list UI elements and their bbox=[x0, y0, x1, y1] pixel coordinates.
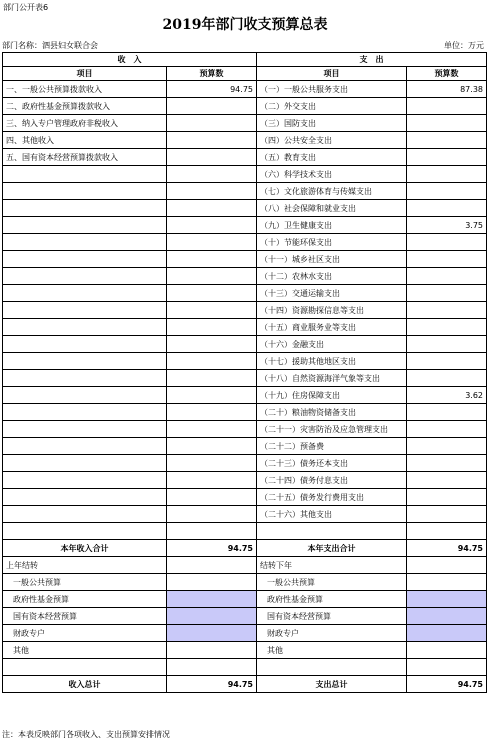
expense-item-value bbox=[407, 166, 487, 183]
department-name: 部门名称：泗县妇女联合会 bbox=[2, 41, 98, 50]
expense-total-value: 94.75 bbox=[407, 676, 487, 693]
carry-in-item-value bbox=[167, 574, 257, 591]
expense-item-label: （十九）住房保障支出 bbox=[257, 387, 407, 404]
carry-out-item-label: 政府性基金预算 bbox=[257, 591, 407, 608]
empty-cell bbox=[3, 200, 167, 217]
empty-cell bbox=[3, 268, 167, 285]
carry-in-item-label: 政府性基金预算 bbox=[3, 591, 167, 608]
expense-item-label: （十三）交通运输支出 bbox=[257, 285, 407, 302]
expense-item-value bbox=[407, 251, 487, 268]
expense-item-value bbox=[407, 302, 487, 319]
spacer-cell bbox=[257, 659, 407, 676]
table-row bbox=[3, 166, 487, 183]
empty-cell bbox=[3, 523, 167, 540]
income-item-value bbox=[167, 98, 257, 115]
empty-cell bbox=[3, 302, 167, 319]
expense-item-label: （十一）城乡社区支出 bbox=[257, 251, 407, 268]
expense-item-value bbox=[407, 489, 487, 506]
empty-cell bbox=[3, 472, 167, 489]
carry-in-item-label: 其他 bbox=[3, 642, 167, 659]
expense-item-value bbox=[407, 506, 487, 523]
empty-cell bbox=[3, 319, 167, 336]
empty-cell bbox=[167, 336, 257, 353]
expense-item-value bbox=[407, 353, 487, 370]
expense-item-label: （四）公共安全支出 bbox=[257, 132, 407, 149]
empty-cell bbox=[167, 234, 257, 251]
carry-out-item-value bbox=[407, 608, 487, 625]
budget-table bbox=[2, 52, 487, 693]
carry-in-item-value bbox=[167, 642, 257, 659]
empty-cell bbox=[167, 285, 257, 302]
carry-out-item-label: 财政专户 bbox=[257, 625, 407, 642]
expense-item-value bbox=[407, 234, 487, 251]
income-item-value bbox=[167, 149, 257, 166]
table-row bbox=[3, 421, 487, 438]
expense-item-label: （十）节能环保支出 bbox=[257, 234, 407, 251]
expense-item-value bbox=[407, 319, 487, 336]
empty-cell bbox=[3, 285, 167, 302]
income-item-label: 三、纳入专户管理政府非税收入 bbox=[3, 115, 167, 132]
expense-item-value bbox=[407, 98, 487, 115]
empty-cell bbox=[3, 438, 167, 455]
carry-out-item-value bbox=[407, 625, 487, 642]
carry-out-title: 结转下年 bbox=[257, 557, 407, 574]
table-row bbox=[3, 200, 487, 217]
income-item-label: 一、一般公共预算拨款收入 bbox=[3, 81, 167, 98]
expense-item-header: 项目 bbox=[257, 67, 407, 81]
summary-rows bbox=[3, 540, 487, 574]
empty-cell bbox=[3, 370, 167, 387]
carry-in-title: 上年结转 bbox=[3, 557, 167, 574]
carry-over-rows bbox=[3, 574, 487, 659]
income-item-label: 五、国有资本经营预算拨款收入 bbox=[3, 149, 167, 166]
empty-cell bbox=[167, 166, 257, 183]
empty-cell bbox=[167, 387, 257, 404]
expense-item-value bbox=[407, 132, 487, 149]
table-row bbox=[3, 404, 487, 421]
empty-cell bbox=[167, 268, 257, 285]
unit-label: 单位：万元 bbox=[444, 41, 484, 50]
expense-item-label: （二十一）灾害防治及应急管理支出 bbox=[257, 421, 407, 438]
expense-item-label: （十五）商业服务业等支出 bbox=[257, 319, 407, 336]
empty-cell bbox=[167, 302, 257, 319]
carry-out-item-label: 一般公共预算 bbox=[257, 574, 407, 591]
expense-item-label: （十六）金融支出 bbox=[257, 336, 407, 353]
spacer-cell bbox=[167, 659, 257, 676]
table-row bbox=[3, 115, 487, 132]
expense-item-value: 3.75 bbox=[407, 217, 487, 234]
table-row bbox=[3, 455, 487, 472]
empty-cell bbox=[167, 438, 257, 455]
expense-item-label: （十四）资源勘探信息等支出 bbox=[257, 302, 407, 319]
carry-in-item-value bbox=[167, 608, 257, 625]
empty-cell bbox=[3, 183, 167, 200]
table-row bbox=[3, 574, 487, 591]
income-total-value: 94.75 bbox=[167, 676, 257, 693]
expense-item-value bbox=[407, 472, 487, 489]
expense-item-label: （三）国防支出 bbox=[257, 115, 407, 132]
expense-item-label: （二十）粮油物资储备支出 bbox=[257, 404, 407, 421]
table-row bbox=[3, 132, 487, 149]
table-row bbox=[3, 642, 487, 659]
table-row bbox=[3, 625, 487, 642]
expense-item-value bbox=[407, 421, 487, 438]
expense-subtotal-label: 本年支出合计 bbox=[257, 540, 407, 557]
carry-out-item-label: 国有资本经营预算 bbox=[257, 608, 407, 625]
table-row bbox=[3, 370, 487, 387]
table-row bbox=[3, 319, 487, 336]
expense-item-value bbox=[407, 336, 487, 353]
expense-item-value: 87.38 bbox=[407, 81, 487, 98]
empty-cell bbox=[3, 404, 167, 421]
carry-in-item-value bbox=[167, 591, 257, 608]
carry-in-title-value bbox=[167, 557, 257, 574]
table-row bbox=[3, 217, 487, 234]
empty-cell bbox=[167, 489, 257, 506]
expense-item-value bbox=[407, 370, 487, 387]
table-row bbox=[3, 251, 487, 268]
income-subtotal-value: 94.75 bbox=[167, 540, 257, 557]
expense-subtotal-value: 94.75 bbox=[407, 540, 487, 557]
table-row bbox=[3, 336, 487, 353]
income-item-label: 二、政府性基金预算拨款收入 bbox=[3, 98, 167, 115]
expense-item-value bbox=[407, 268, 487, 285]
income-item-header: 项目 bbox=[3, 67, 167, 81]
table-row bbox=[3, 234, 487, 251]
income-total-label: 收入总计 bbox=[3, 676, 167, 693]
expense-item-value bbox=[407, 438, 487, 455]
empty-cell bbox=[167, 455, 257, 472]
carry-in-item-label: 国有资本经营预算 bbox=[3, 608, 167, 625]
empty-cell bbox=[167, 506, 257, 523]
carry-out-item-label: 其他 bbox=[257, 642, 407, 659]
expense-total-label: 支出总计 bbox=[257, 676, 407, 693]
table-row bbox=[3, 81, 487, 98]
table-row bbox=[3, 387, 487, 404]
expense-item-label: （二十五）债务发行费用支出 bbox=[257, 489, 407, 506]
empty-cell bbox=[167, 319, 257, 336]
table-row bbox=[3, 98, 487, 115]
empty-cell bbox=[167, 353, 257, 370]
empty-cell bbox=[3, 336, 167, 353]
income-item-value: 94.75 bbox=[167, 81, 257, 98]
empty-cell bbox=[167, 472, 257, 489]
table-row bbox=[3, 608, 487, 625]
empty-cell bbox=[3, 489, 167, 506]
empty-cell bbox=[167, 217, 257, 234]
expense-item-label: （二）外交支出 bbox=[257, 98, 407, 115]
empty-cell bbox=[3, 455, 167, 472]
income-budget-header: 预算数 bbox=[167, 67, 257, 81]
empty-cell bbox=[3, 421, 167, 438]
table-row bbox=[3, 506, 487, 523]
table-row bbox=[3, 523, 487, 540]
carry-in-item-label: 一般公共预算 bbox=[3, 574, 167, 591]
table-row bbox=[3, 353, 487, 370]
income-section-header: 收 入 bbox=[3, 53, 257, 67]
empty-cell bbox=[167, 200, 257, 217]
expense-item-label: （十八）自然资源海洋气象等支出 bbox=[257, 370, 407, 387]
empty-cell bbox=[167, 251, 257, 268]
table-row bbox=[3, 183, 487, 200]
expense-item-label: （十二）农林水支出 bbox=[257, 268, 407, 285]
expense-item-value bbox=[407, 200, 487, 217]
expense-item-value bbox=[407, 115, 487, 132]
carry-in-item-value bbox=[167, 625, 257, 642]
empty-cell bbox=[167, 421, 257, 438]
empty-cell bbox=[3, 506, 167, 523]
income-item-label: 四、其他收入 bbox=[3, 132, 167, 149]
expense-item-label: （一）一般公共服务支出 bbox=[257, 81, 407, 98]
expense-item-label: （二十三）债务还本支出 bbox=[257, 455, 407, 472]
footnote: 注：本表反映部门各项收入、支出预算安排情况 bbox=[2, 730, 170, 739]
empty-cell bbox=[257, 523, 407, 540]
table-row bbox=[3, 472, 487, 489]
income-subtotal-label: 本年收入合计 bbox=[3, 540, 167, 557]
expense-item-label: （二十四）债务付息支出 bbox=[257, 472, 407, 489]
income-item-value bbox=[167, 132, 257, 149]
empty-cell bbox=[167, 404, 257, 421]
expense-item-label: （二十六）其他支出 bbox=[257, 506, 407, 523]
empty-cell bbox=[3, 234, 167, 251]
expense-item-value bbox=[407, 455, 487, 472]
carry-out-title-value bbox=[407, 557, 487, 574]
empty-cell bbox=[3, 251, 167, 268]
empty-cell bbox=[167, 183, 257, 200]
empty-cell bbox=[3, 353, 167, 370]
empty-cell bbox=[407, 523, 487, 540]
total-rows bbox=[3, 659, 487, 693]
table-row bbox=[3, 302, 487, 319]
expense-item-label: （十七）援助其他地区支出 bbox=[257, 353, 407, 370]
empty-cell bbox=[3, 217, 167, 234]
empty-cell bbox=[167, 370, 257, 387]
carry-out-item-value bbox=[407, 574, 487, 591]
expense-section-header: 支 出 bbox=[257, 53, 487, 67]
table-row bbox=[3, 591, 487, 608]
item-rows bbox=[3, 81, 487, 540]
table-row bbox=[3, 268, 487, 285]
page-title: 2019年部门收支预算总表 bbox=[162, 17, 328, 33]
expense-item-value bbox=[407, 149, 487, 166]
carry-in-item-label: 财政专户 bbox=[3, 625, 167, 642]
expense-item-label: （六）科学技术支出 bbox=[257, 166, 407, 183]
expense-item-value: 3.62 bbox=[407, 387, 487, 404]
expense-item-label: （五）教育支出 bbox=[257, 149, 407, 166]
carry-out-item-value bbox=[407, 642, 487, 659]
carry-out-item-value bbox=[407, 591, 487, 608]
empty-cell bbox=[3, 387, 167, 404]
expense-item-value bbox=[407, 183, 487, 200]
table-row bbox=[3, 438, 487, 455]
expense-item-label: （七）文化旅游体育与传媒支出 bbox=[257, 183, 407, 200]
table-row bbox=[3, 489, 487, 506]
expense-item-label: （二十二）预备费 bbox=[257, 438, 407, 455]
expense-item-value bbox=[407, 404, 487, 421]
spacer-cell bbox=[3, 659, 167, 676]
expense-item-value bbox=[407, 285, 487, 302]
income-item-value bbox=[167, 115, 257, 132]
table-row bbox=[3, 285, 487, 302]
expense-item-label: （八）社会保障和就业支出 bbox=[257, 200, 407, 217]
expense-item-label: （九）卫生健康支出 bbox=[257, 217, 407, 234]
table-row bbox=[3, 149, 487, 166]
empty-cell bbox=[167, 523, 257, 540]
empty-cell bbox=[3, 166, 167, 183]
form-number-label: 部门公开表6 bbox=[3, 3, 49, 12]
expense-budget-header: 预算数 bbox=[407, 67, 487, 81]
spacer-cell bbox=[407, 659, 487, 676]
